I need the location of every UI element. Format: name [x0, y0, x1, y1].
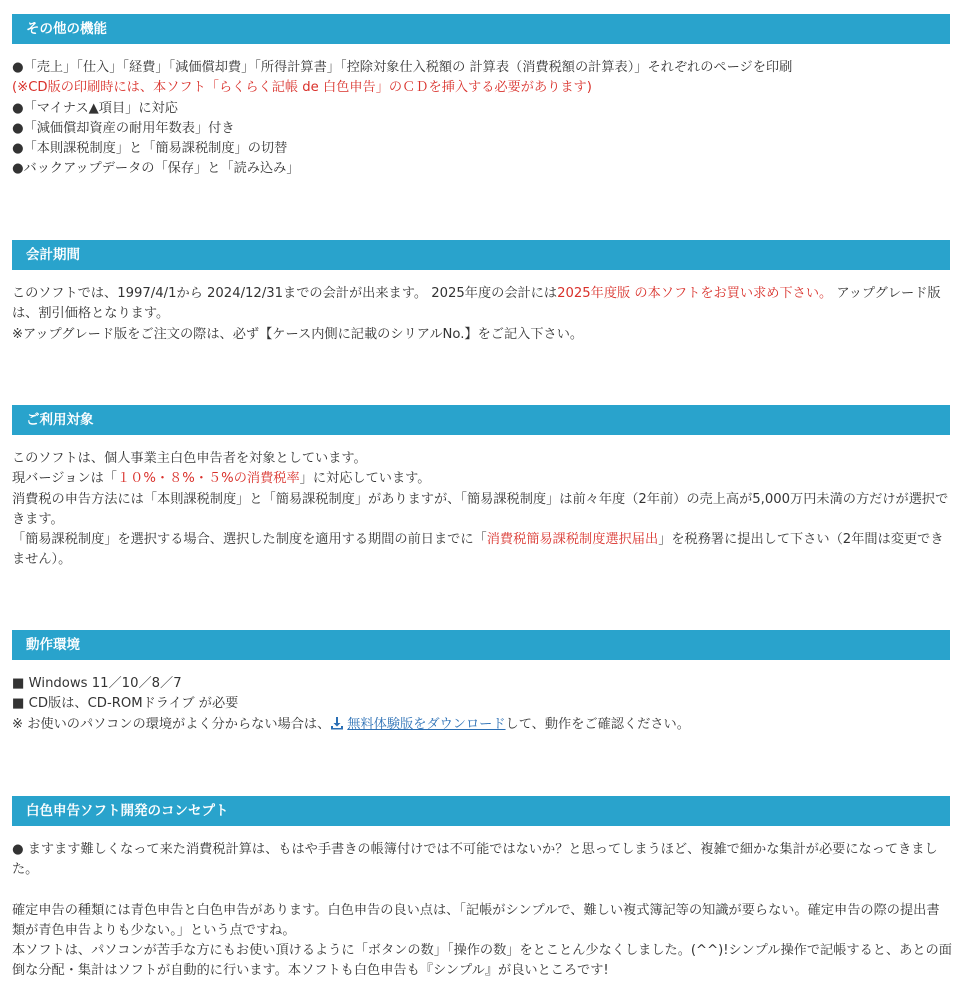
trial-download-link[interactable] — [330, 717, 505, 732]
section-title: その他の機能 — [26, 21, 107, 37]
section-header-concept — [12, 796, 950, 826]
period-serial-note: ※アップグレード版をご注文の際は、必ず【ケース内側に記載のシリアルNo.】をご記入下さい。 — [12, 326, 584, 342]
notification-form-highlight: 消費税簡易課税制度選択届出 — [486, 532, 659, 548]
list-item: ●「売上」「仕入」「経費」「減価償却費」「所得計算書」「控除対象仕入税額の 計算表（消費税額の計算表）」それぞれのページを印刷 — [12, 60, 793, 75]
env-os: ■ Windows 11／10／8／7 — [12, 676, 182, 691]
list-item: ●「本則課税制度」と「簡易課税制度」の切替 — [12, 141, 288, 157]
target-line-2-pre: 現バージョンは「 — [12, 471, 117, 487]
target-content — [12, 449, 952, 571]
env-note — [12, 715, 952, 735]
section-title: 会計期間 — [26, 247, 80, 263]
target-line-2 — [12, 469, 952, 489]
env-note-post: して、動作をご確認ください。 — [505, 716, 690, 732]
target-line-4-pre: 「簡易課税制度」を選択する場合、選択した制度を適用する期間の前日までに「 — [12, 532, 487, 548]
concept-content — [12, 840, 952, 982]
cd-print-note: (※CD版の印刷時には、本ソフト「らくらく記帳 de 白色申告」のＣＤを挿入する必要があります) — [12, 80, 592, 96]
section-title: ご利用対象 — [26, 412, 94, 428]
section-title: 動作環境 — [26, 637, 80, 653]
section-header-target — [12, 405, 950, 435]
env-note-pre: ※ お使いのパソコンの環境がよく分からない場合は、 — [12, 716, 331, 732]
section-header-other-features — [12, 14, 950, 44]
period-text — [12, 284, 952, 325]
period-content — [12, 284, 952, 345]
list-item: ●「減価償却資産の耐用年数表」付き — [12, 120, 235, 136]
tax-rate-highlight: １０%・８%・５%の消費税率 — [116, 471, 300, 487]
environment-content — [12, 674, 952, 735]
period-buy-notice: 2025年度版 の本ソフトをお買い求め下さい。 — [557, 286, 833, 301]
section-header-environment — [12, 630, 950, 660]
period-text-1: このソフトでは、1997/4/1から 2024/12/31までの会計が出来ます。 2025年度の会計には — [12, 286, 558, 301]
trial-download-label[interactable]: 無料体験版をダウンロード — [347, 716, 506, 732]
target-line-2-post: 」に対応しています。 — [299, 471, 431, 487]
env-cd: ■ CD版は、CD-ROMドライブ が必要 — [12, 696, 239, 712]
section-header-period — [12, 240, 950, 270]
list-item: ●「マイナス▲項目」に対応 — [12, 100, 178, 116]
target-line-4 — [12, 530, 952, 571]
target-line-4-post: 」を税務署に提出して下さい（2年間は変更できません）。 — [12, 532, 944, 568]
target-line-3: 消費税の申告方法には「本則課税制度」と「簡易課税制度」がありますが、「簡易課税制度」は前々年度（2年前）の売上高が5,000万円未満の方だけが選択できます。 — [12, 491, 949, 527]
other-features-list — [12, 58, 952, 180]
section-title: 白色申告ソフト開発のコンセプト — [26, 803, 229, 819]
target-line-1: このソフトは、個人事業主白色申告者を対象としています。 — [12, 451, 367, 466]
concept-paragraph-3: 本ソフトは、パソコンが苦手な方にもお使い頂けるように「ボタンの数」「操作の数」をとことん少なくしました。(^^)!シンプル操作で記帳すると、あとの面倒な分配・集計はソフトが自動的に行います。本ソフトも白色申告も『シンプル』が良いところです! — [12, 943, 952, 979]
download-icon — [330, 716, 344, 730]
list-item: ●バックアップデータの「保存」と「読み込み」 — [12, 161, 300, 177]
concept-paragraph-1: ● ますます難しくなって来た消費税計算は、もはや手書きの帳簿付けでは不可能ではないか？と思ってしまうほど、複雑で細かな集計が必要になってきました。 — [12, 842, 938, 878]
period-upgrade-text: アップグレード版は、割引価格となります。 — [12, 286, 941, 322]
concept-paragraph-2: 確定申告の種類には青色申告と白色申告があります。白色申告の良い点は、「記帳がシンプルで、難しい複式簿記等の知識が要らない。確定申告の際の提出書類が青色申告よりも少ない。」という点ですね。 — [12, 902, 940, 938]
